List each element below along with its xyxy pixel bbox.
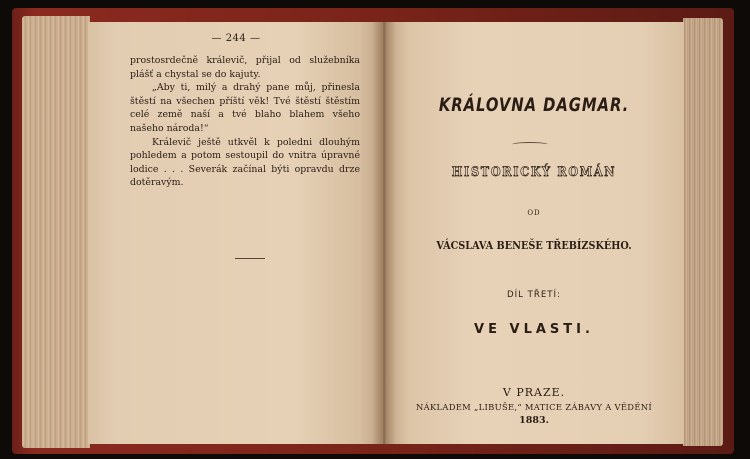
part-label: DÍL TŘETÍ: [506,290,561,300]
book-subtitle: HISTORICKÝ ROMÁN [451,165,617,180]
left-page [88,22,384,444]
right-page-title [384,22,684,444]
author-name: VÁCSLAVA BENEŠE TŘEBÍZSKÉHO. [436,239,632,252]
book-gutter [372,22,396,444]
page-number: — 244 — [211,33,261,44]
book-title: KRÁLOVNA DAGMAR. [438,94,630,116]
ornament-divider [512,142,548,147]
publication-place: V PRAZE. [502,386,566,399]
byline: OD [527,209,541,217]
paragraph-1: prostosrdečně králevič, přijal od služebníka plášť a chystal se do kajuty. [130,55,360,80]
body-text [130,54,360,190]
paragraph-3: Králevič ještě utkvěl k poledni dlouhým pohledem a potom sestoupil do vnitra úpravné lodice . . . Severák začínal býti opravdu drze dotěravým. [130,136,360,189]
chapter-end-rule [235,258,265,259]
page-edges-right [683,18,723,446]
paragraph-2: „Aby ti, milý a drahý pane můj, přinesla štěstí na všechen příští věk! Tvé štěstí štěstím celé země naší a tvé blaho blahem všeho našeho národa!“ [130,82,360,134]
publication-year: 1883. [519,415,549,426]
page-edges-left [22,16,90,448]
publisher: NÁKLADEM „LIBUŠE,“ MATICE ZÁBAVY A VĚDĚNÍ [416,402,652,412]
part-title: VE VLASTI. [474,322,594,337]
